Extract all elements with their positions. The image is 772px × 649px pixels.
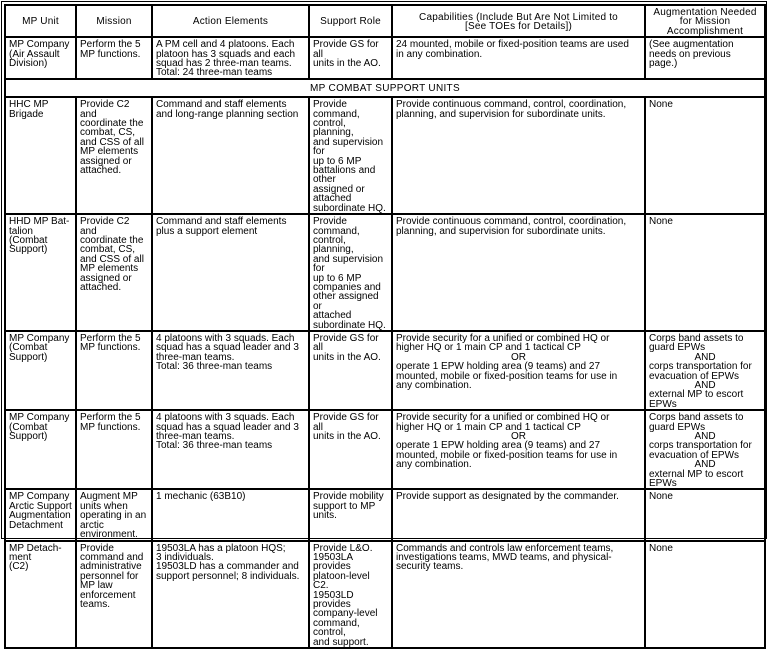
cell-action-elements: 19503LA has a platoon HQS; 3 individuals. 19503LD has a commander and support personnel; 8 individuals. [152,541,309,648]
table-row [5,97,765,214]
cell-support-role: Provide command, control, planning, and supervision for up to 6 MP battalions and other assigned or attached subordinate HQ. [309,97,392,214]
cell-action-elements: 4 platoons with 3 squads. Each squad has a squad leader and 3 three-man teams. Total: 36 three-man teams [152,331,309,410]
conjunction-text: AND [694,380,716,391]
table-row [5,214,765,331]
cell-mp-unit: MP Company (Air Assault Division) [5,37,76,79]
cell-capabilities: Provide continuous command, control, coordination, planning, and supervision for subordinate units. [392,214,645,331]
conjunction-text: OR [511,431,526,443]
cell-capabilities: Provide continuous command, control, coordination, planning, and supervision for subordinate units. [392,97,645,214]
cell-action-elements: A PM cell and 4 platoons. Each platoon has 3 squads and each squad has 2 three-man teams. Total: 24 three-man teams [152,37,309,79]
cell-text: Corps band assets to guard EPWs [649,332,744,354]
cell-mp-unit: HHC MP Brigade [5,97,76,214]
cell-capabilities: 24 mounted, mobile or fixed-position teams are used in any combination. [392,37,645,79]
cell-augmentation [645,410,765,489]
cell-text: external MP to escort EPWs [649,468,744,490]
cell-mp-unit: MP Detach- ment (C2) [5,541,76,648]
table-row [5,541,765,648]
cell-augmentation: (See augmentation needs on previous page.) [645,37,765,79]
header-row [5,5,765,37]
cell-text: corps transportation for evacuation of EPWs [649,361,752,382]
conjunction-text: AND [694,459,716,471]
header-support-role: Support Role [309,5,392,37]
document-frame [1,1,767,648]
cell-mission: Perform the 5 MP functions. [76,410,152,489]
cell-text: Provide security for a unified or combined HQ or higher HQ or 1 main CP and 1 tactical CP [396,332,610,354]
cell-capabilities: Provide support as designated by the commander. [392,489,645,540]
cell-mission: Provide C2 and coordinate the combat, CS, and CSS of all MP elements assigned or attached. [76,97,152,214]
cell-text: corps transportation for evacuation of EPWs [649,440,752,461]
cell-action-elements: Command and staff elements plus a support element [152,214,309,331]
cell-support-role: Provide GS for all units in the AO. [309,331,392,410]
cell-mission: Augment MP units when operating in an arctic environment. [76,489,152,540]
cell-support-role: Provide command, control, planning, and supervision for up to 6 MP companies and other assigned or attached subordinate HQ. [309,214,392,331]
cell-support-role: Provide GS for all units in the AO. [309,37,392,79]
header-augmentation: Augmentation Needed for Mission Accomplishment [645,5,765,37]
section-row [5,79,765,97]
cell-text: Corps band assets to guard EPWs [649,412,744,433]
table-row [5,331,765,410]
cell-augmentation: None [645,541,765,648]
header-capabilities: Capabilities (Include But Are Not Limited to [See TOEs for Details]) [392,5,645,37]
table-row [5,37,765,79]
cell-action-elements: 4 platoons with 3 squads. Each squad has a squad leader and 3 three-man teams. Total: 36 three-man teams [152,410,309,489]
cell-action-elements: Command and staff elements and long-range planning section [152,97,309,214]
table-row [5,410,765,489]
cell-capabilities [392,331,645,410]
header-mp-unit: MP Unit [5,5,76,37]
cell-action-elements: 1 mechanic (63B10) [152,489,309,540]
cell-mp-unit: MP Company Arctic Support Augmentation Detachment [5,489,76,540]
conjunction-text: AND [694,351,716,363]
cell-capabilities [392,410,645,489]
cell-augmentation: None [645,489,765,540]
cell-text: operate 1 EPW holding area (9 teams) and 27 mounted, mobile or fixed-position teams for use in any combination. [396,440,618,471]
section-label: MP COMBAT SUPPORT UNITS [5,79,765,97]
cell-support-role: Provide GS for all units in the AO. [309,410,392,489]
cell-augmentation: None [645,97,765,214]
conjunction-text: AND [694,431,716,443]
header-action-elements: Action Elements [152,5,309,37]
cell-text: external MP to escort EPWs [649,389,744,410]
cell-mission: Provide C2 and coordinate the combat, CS, and CSS of all MP elements assigned or attached. [76,214,152,331]
cell-support-role: Provide mobility support to MP units. [309,489,392,540]
cell-capabilities: Commands and controls law enforcement teams, investigations teams, MWD teams, and physical- security teams. [392,541,645,648]
cell-augmentation [645,331,765,410]
cell-mission: Provide command and administrative personnel for MP law enforcement teams. [76,541,152,648]
cell-mission: Perform the 5 MP functions. [76,37,152,79]
cell-support-role: Provide L&O. 19503LA provides platoon-level C2. 19503LD provides company-level command, control, and support. [309,541,392,648]
cell-mp-unit: HHD MP Bat- talion (Combat Support) [5,214,76,331]
cell-text: operate 1 EPW holding area (9 teams) and 27 mounted, mobile or fixed-position teams for use in any combination. [396,361,618,391]
mp-units-table [4,4,766,649]
cell-text: Provide security for a unified or combined HQ or higher HQ or 1 main CP and 1 tactical CP [396,412,610,433]
cell-mission: Perform the 5 MP functions. [76,331,152,410]
cell-augmentation: None [645,214,765,331]
cell-mp-unit: MP Company (Combat Support) [5,331,76,410]
table-row [5,489,765,540]
conjunction-text: OR [511,351,526,363]
header-mission: Mission [76,5,152,37]
cell-mp-unit: MP Company (Combat Support) [5,410,76,489]
